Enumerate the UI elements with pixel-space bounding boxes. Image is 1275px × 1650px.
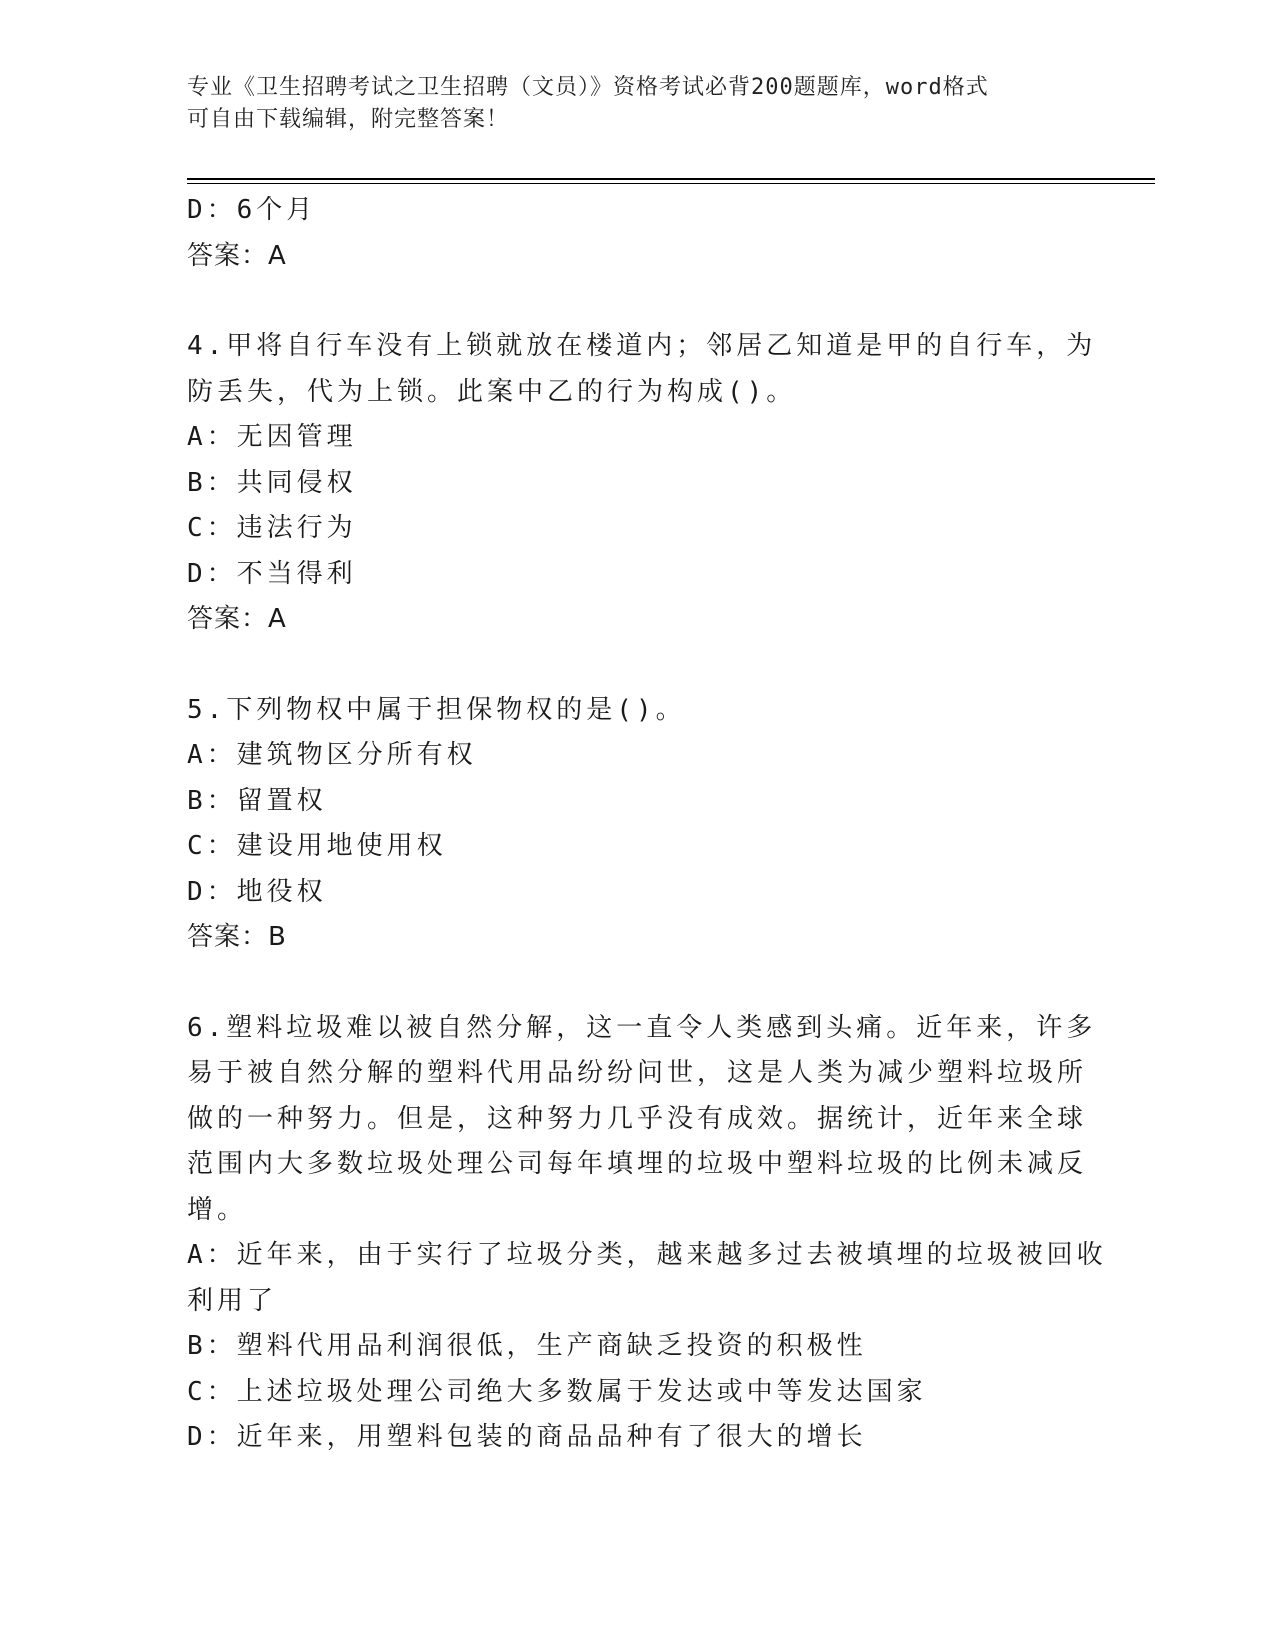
question-stem: 5.下列物权中属于担保物权的是()。 [187, 694, 686, 725]
question-5 [187, 688, 1087, 961]
option-d: D：不当得利 [187, 558, 357, 589]
document-header [187, 72, 1067, 136]
option-d: D：6个月 [187, 195, 317, 225]
header-line-1: 专业《卫生招聘考试之卫生招聘（文员）》资格考试必背200题题库，word格式 [187, 75, 989, 100]
option-b: B：共同侵权 [187, 467, 357, 498]
question-stem: 范围内大多数垃圾处理公司每年填埋的垃圾中塑料垃圾的比例未减反 [187, 1149, 1088, 1179]
question-stem: 6.塑料垃圾难以被自然分解，这一直令人类感到头痛。近年来，许多 [187, 1012, 1097, 1043]
option-c: C：上述垃圾处理公司绝大多数属于发达或中等发达国家 [187, 1376, 927, 1407]
option-d: D：地役权 [187, 876, 327, 907]
question-4 [187, 324, 1097, 643]
option-c: C：建设用地使用权 [187, 831, 447, 861]
question-6 [187, 1006, 1107, 1461]
question-stem: 防丢失，代为上锁。此案中乙的行为构成()。 [187, 376, 797, 407]
question-stem: 易于被自然分解的塑料代用品纷纷问世，这是人类为减少塑料垃圾所 [187, 1058, 1088, 1088]
option-a: 利用了 [187, 1285, 278, 1316]
option-c: C：违法行为 [187, 513, 357, 543]
header-rule-thin [187, 183, 1155, 184]
answer-label: 答案：A [187, 240, 287, 271]
question-3-tail [187, 188, 1087, 279]
question-stem: 做的一种努力。但是，这种努力几乎没有成效。据统计，近年来全球 [187, 1103, 1088, 1134]
option-d: D：近年来，用塑料包装的商品品种有了很大的增长 [187, 1422, 867, 1452]
document-body [187, 188, 1107, 1461]
question-stem: 增。 [187, 1194, 248, 1225]
option-b: B：塑料代用品利润很低，生产商缺乏投资的积极性 [187, 1331, 867, 1361]
option-a: A：近年来，由于实行了垃圾分类，越来越多过去被填埋的垃圾被回收 [187, 1240, 1107, 1270]
question-stem: 4.甲将自行车没有上锁就放在楼道内；邻居乙知道是甲的自行车，为 [187, 331, 1097, 361]
option-a: A：无因管理 [187, 422, 357, 452]
header-rule-thick [187, 178, 1155, 180]
answer-label: 答案：B [187, 922, 287, 952]
header-line-2: 可自由下载编辑，附完整答案！ [187, 107, 510, 132]
answer-label: 答案：A [187, 604, 287, 634]
option-b: B：留置权 [187, 785, 327, 816]
option-a: A：建筑物区分所有权 [187, 740, 477, 770]
